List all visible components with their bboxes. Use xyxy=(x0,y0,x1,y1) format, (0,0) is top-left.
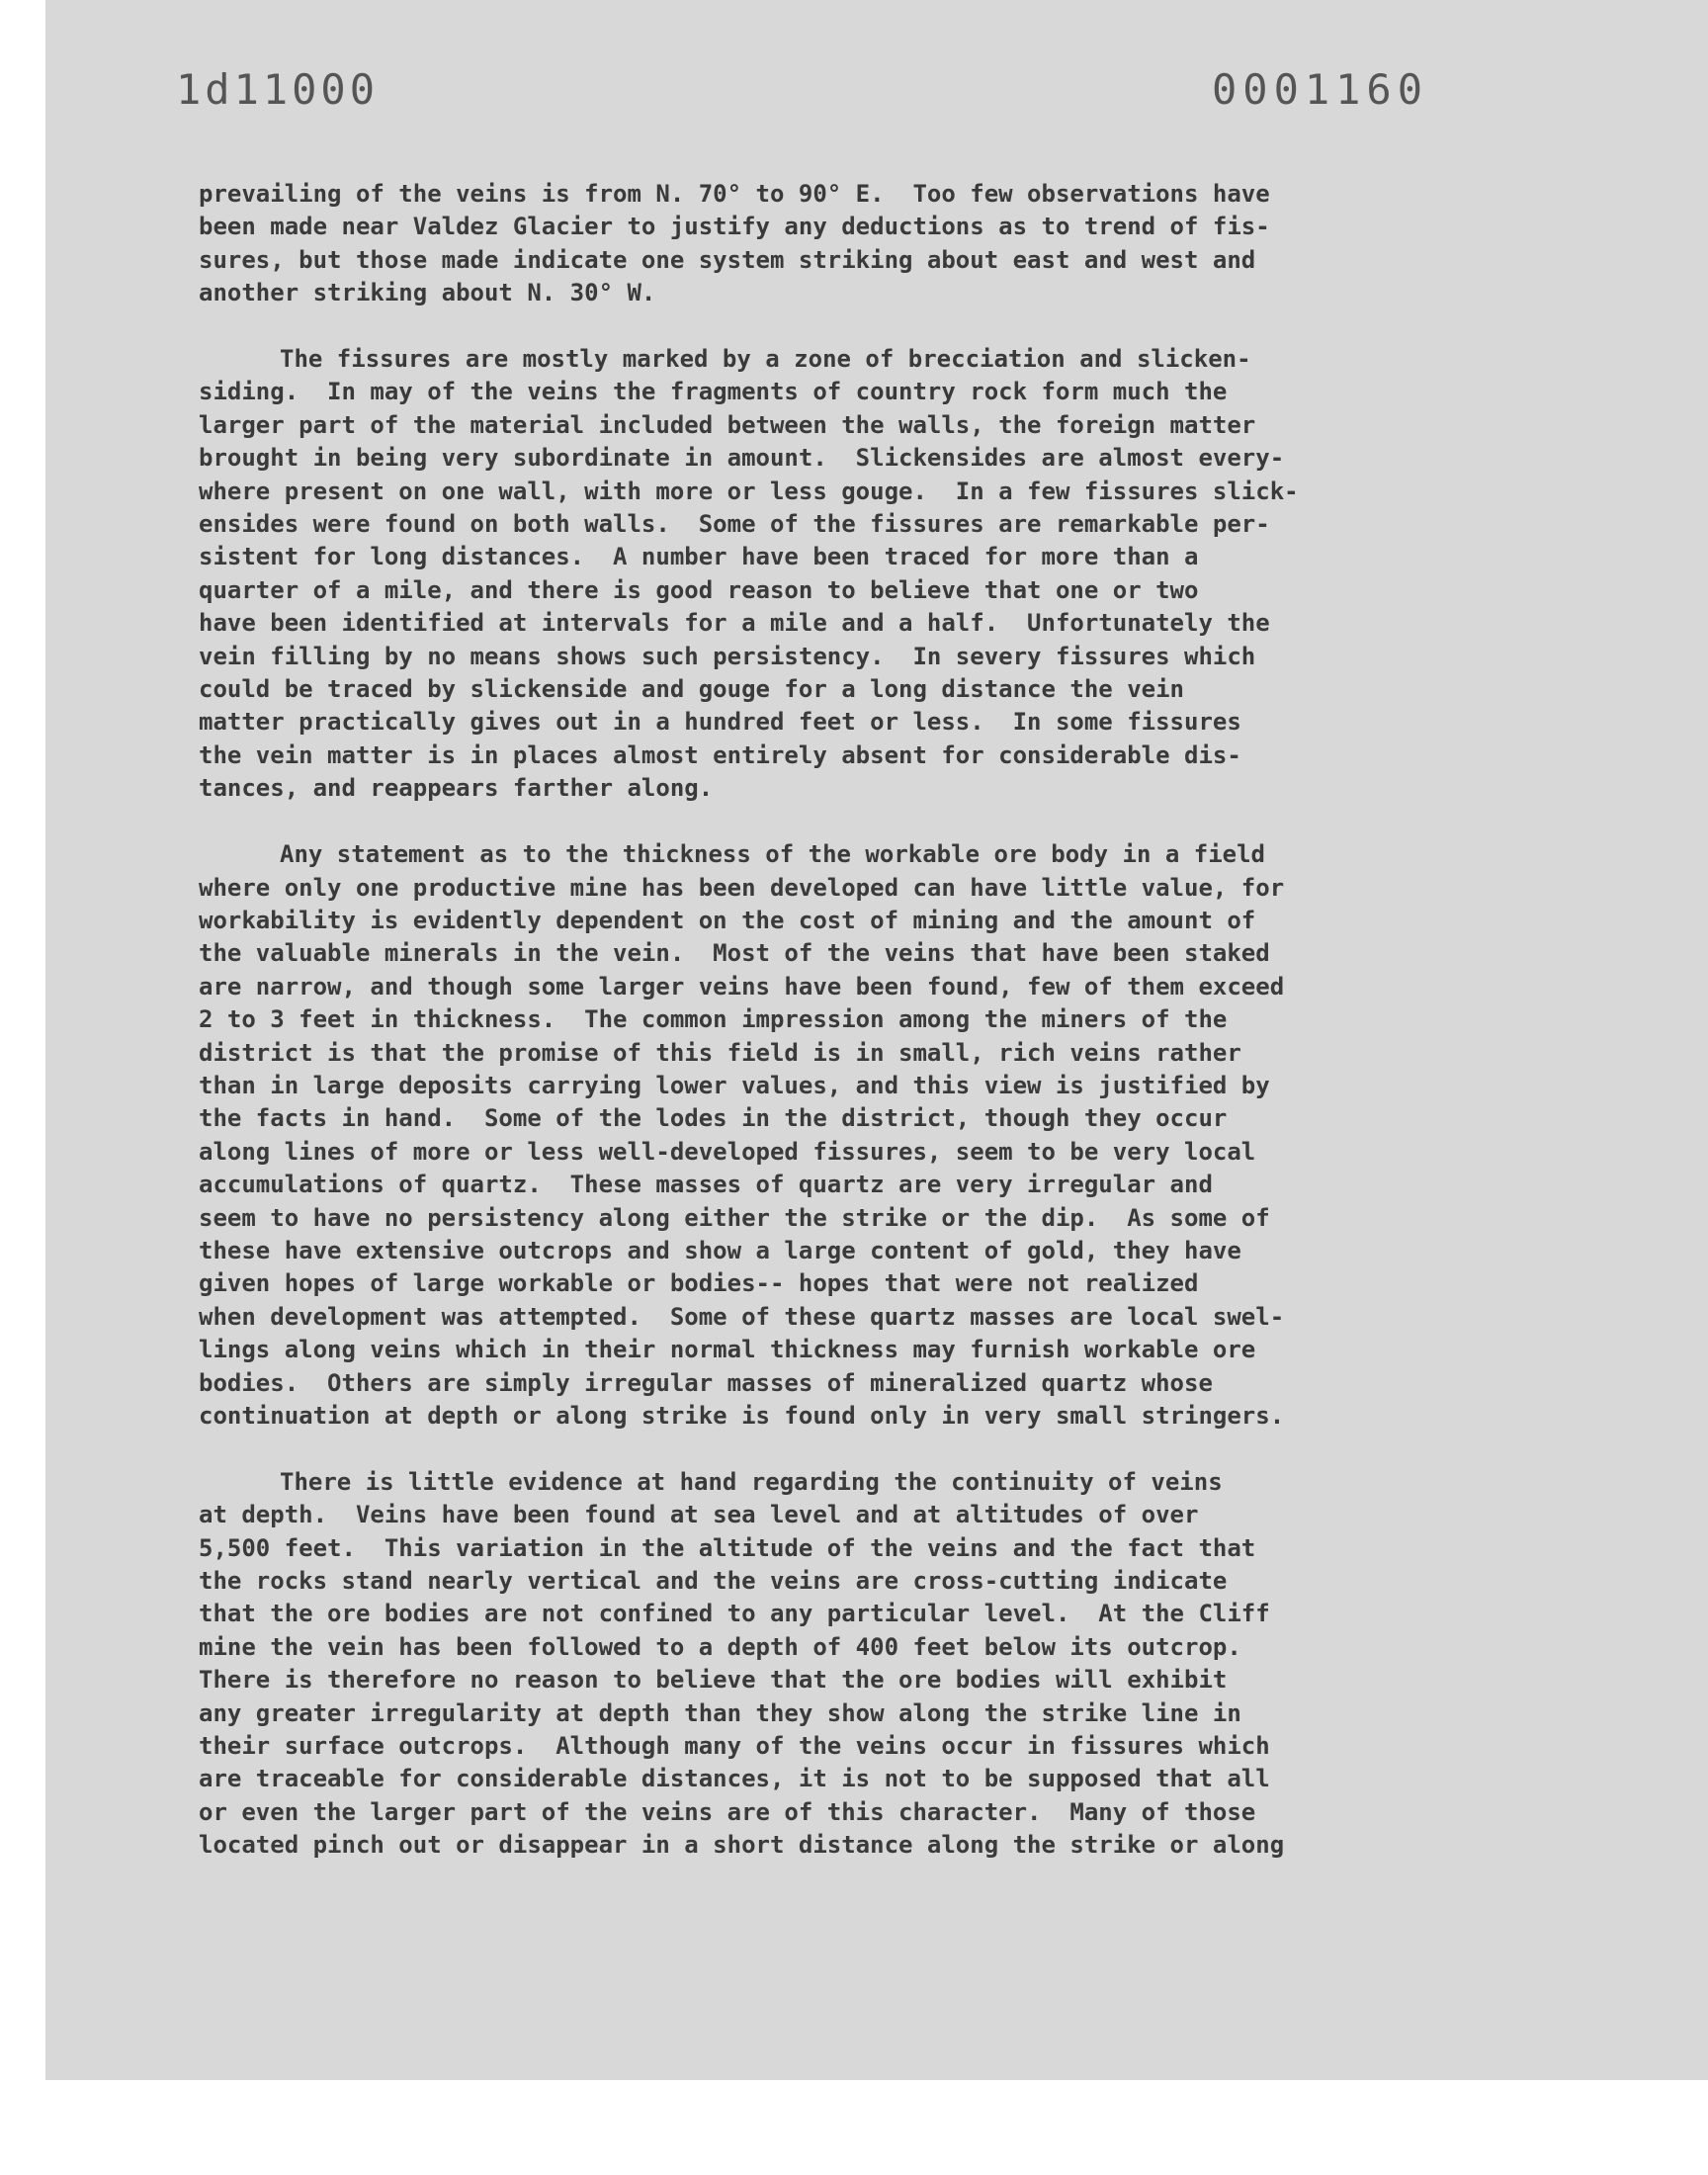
text-line: any greater irregularity at depth than they show along the strike line in xyxy=(199,1698,1241,1727)
text-line: given hopes of large workable or bodies-- hopes that were not realized xyxy=(199,1269,1199,1298)
page-number-stamp: 0001160 xyxy=(1212,65,1429,114)
text-line: the valuable minerals in the vein. Most of the veins that have been staked xyxy=(199,939,1270,968)
text-line: sures, but those made indicate one system striking about east and west and xyxy=(199,245,1256,274)
paragraph-3 xyxy=(199,838,1523,1433)
text-line: located pinch out or disappear in a short distance along the strike or along xyxy=(199,1831,1285,1860)
text-line: brought in being very subordinate in amount. Slickensides are almost every- xyxy=(199,444,1285,473)
text-line: accumulations of quartz. These masses of quartz are very irregular and xyxy=(199,1171,1213,1199)
text-line: that the ore bodies are not confined to any particular level. At the Cliff xyxy=(199,1600,1270,1628)
paragraph-2 xyxy=(199,343,1523,806)
text-line: have been identified at intervals for a mile and a half. Unfortunately the xyxy=(199,609,1270,638)
text-line: vein filling by no means shows such persistency. In severy fissures which xyxy=(199,642,1256,670)
text-line: sistent for long distances. A number have been traced for more than a xyxy=(199,543,1199,571)
text-line: district is that the promise of this field is in small, rich veins rather xyxy=(199,1038,1241,1067)
text-line: or even the larger part of the veins are of this character. Many of those xyxy=(199,1797,1256,1826)
text-line: are traceable for considerable distances, it is not to be supposed that all xyxy=(199,1765,1270,1793)
text-line: ensides were found on both walls. Some of the fissures are remarkable per- xyxy=(199,510,1270,539)
text-line: along lines of more or less well-developed fissures, seem to be very local xyxy=(199,1137,1256,1166)
text-line: where only one productive mine has been developed can have little value, for xyxy=(199,873,1285,902)
text-line: than in large deposits carrying lower values, and this view is justified by xyxy=(199,1071,1270,1099)
text-line: the rocks stand nearly vertical and the veins are cross-cutting indicate xyxy=(199,1567,1228,1596)
text-line: workability is evidently dependent on the cost of mining and the amount of xyxy=(199,906,1256,934)
text-line: Any statement as to the thickness of the workable ore body in a field xyxy=(280,840,1265,869)
text-line: the vein matter is in places almost entirely absent for considerable dis- xyxy=(199,740,1241,769)
text-line: the facts in hand. Some of the lodes in the district, though they occur xyxy=(199,1104,1228,1133)
text-line: when development was attempted. Some of these quartz masses are local swel- xyxy=(199,1302,1285,1331)
text-line: continuation at depth or along strike is found only in very small stringers. xyxy=(199,1402,1285,1430)
text-line: their surface outcrops. Although many of the veins occur in fissures which xyxy=(199,1732,1270,1761)
text-line: where present on one wall, with more or less gouge. In a few fissures slick- xyxy=(199,477,1299,505)
text-line: siding. In may of the veins the fragments of country rock form much the xyxy=(199,378,1228,406)
text-line: seem to have no persistency along either the strike or the dip. As some of xyxy=(199,1203,1270,1232)
text-line: The fissures are mostly marked by a zone of brecciation and slicken- xyxy=(280,345,1251,374)
text-line: at depth. Veins have been found at sea level and at altitudes of over xyxy=(199,1501,1199,1529)
text-line: There is little evidence at hand regarding the continuity of veins xyxy=(280,1467,1223,1496)
text-line: prevailing of the veins is from N. 70° to 90° E. Too few observations have xyxy=(199,180,1270,208)
paragraph-4 xyxy=(199,1466,1523,1863)
text-line: lings along veins which in their normal thickness may furnish workable ore xyxy=(199,1336,1256,1364)
text-line: larger part of the material included between the walls, the foreign matter xyxy=(199,410,1256,439)
text-line: been made near Valdez Glacier to justify any deductions as to trend of fis- xyxy=(199,213,1270,241)
text-line: 5,500 feet. This variation in the altitude of the veins and the fact that xyxy=(199,1533,1256,1562)
document-id-stamp: 1d11000 xyxy=(176,65,380,114)
text-line: matter practically gives out in a hundred feet or less. In some fissures xyxy=(199,708,1241,737)
text-line: another striking about N. 30° W. xyxy=(199,279,656,307)
body-text xyxy=(199,178,1523,1895)
text-line: tances, and reappears farther along. xyxy=(199,774,714,803)
text-line: 2 to 3 feet in thickness. The common impression among the miners of the xyxy=(199,1005,1228,1034)
text-line: bodies. Others are simply irregular masses of mineralized quartz whose xyxy=(199,1368,1213,1397)
text-line: could be traced by slickenside and gouge for a long distance the vein xyxy=(199,675,1184,704)
text-line: mine the vein has been followed to a depth of 400 feet below its outcrop. xyxy=(199,1632,1241,1661)
text-line: quarter of a mile, and there is good reason to believe that one or two xyxy=(199,575,1199,604)
text-line: these have extensive outcrops and show a large content of gold, they have xyxy=(199,1236,1241,1264)
paragraph-1 xyxy=(199,178,1523,310)
text-line: are narrow, and though some larger veins have been found, few of them exceed xyxy=(199,972,1285,1000)
text-line: There is therefore no reason to believe that the ore bodies will exhibit xyxy=(199,1666,1228,1695)
document-page xyxy=(45,0,1708,2080)
